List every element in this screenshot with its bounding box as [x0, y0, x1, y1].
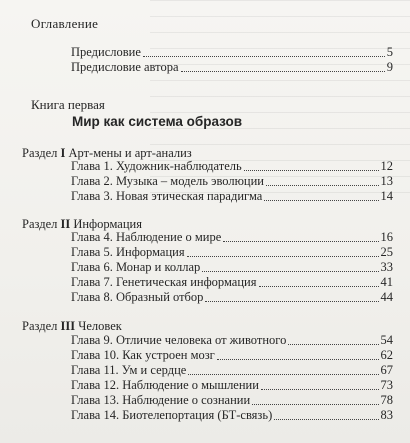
section-title: Человек — [78, 319, 122, 333]
toc-entry-chapter-3[interactable] — [71, 190, 393, 204]
toc-entry-chapter-12[interactable] — [71, 379, 393, 393]
book-label: Книга первая — [31, 97, 105, 112]
section-numeral: I — [60, 146, 66, 160]
entry-page: 14 — [380, 189, 393, 203]
section-heading-3 — [22, 319, 122, 334]
entry-title: Глава 7. Генетическая информация — [71, 275, 257, 289]
entry-title: Глава 14. Биотелепортация (БТ-связь) — [71, 408, 273, 422]
section-prefix: Раздел — [22, 146, 58, 160]
leader-dots — [181, 70, 385, 72]
toc-entry-chapter-6[interactable] — [71, 261, 393, 275]
leader-dots — [205, 300, 378, 302]
section-numeral: II — [60, 217, 71, 231]
entry-title: Глава 1. Художник-наблюдатель — [71, 159, 242, 173]
entry-page: 33 — [380, 260, 393, 274]
entry-page: 83 — [380, 408, 393, 422]
leader-dots — [217, 358, 379, 360]
entry-title: Глава 10. Как устроен мозг — [71, 348, 215, 362]
section-title: Информация — [73, 217, 142, 231]
toc-entry-chapter-4[interactable] — [71, 231, 393, 245]
entry-page: 16 — [380, 230, 393, 244]
leader-dots — [261, 388, 379, 390]
toc-entry-chapter-14[interactable] — [71, 409, 393, 423]
toc-entry-chapter-10[interactable] — [71, 349, 393, 363]
entry-page: 9 — [386, 60, 393, 74]
toc-entry-preface[interactable] — [71, 46, 393, 60]
entry-title: Глава 3. Новая этическая парадигма — [71, 189, 263, 203]
toc-entry-chapter-13[interactable] — [71, 394, 393, 408]
toc-entry-chapter-8[interactable] — [71, 291, 393, 305]
toc-entry-chapter-5[interactable] — [71, 246, 393, 260]
leader-dots — [288, 343, 378, 345]
entry-page: 73 — [380, 378, 393, 392]
toc-heading: Оглавление — [31, 16, 99, 31]
leader-dots — [187, 255, 379, 257]
entry-title: Глава 6. Монар и коллар — [71, 260, 201, 274]
entry-page: 25 — [380, 245, 393, 259]
leader-dots — [188, 373, 378, 375]
entry-page: 13 — [380, 174, 393, 188]
entry-title: Предисловие автора — [71, 60, 179, 74]
entry-page: 41 — [380, 275, 393, 289]
entry-title: Глава 2. Музыка – модель эволюции — [71, 174, 264, 188]
entry-page: 67 — [380, 363, 393, 377]
leader-dots — [252, 403, 378, 405]
leader-dots — [244, 169, 379, 171]
leader-dots — [264, 199, 378, 201]
section-prefix: Раздел — [22, 319, 58, 333]
entry-title: Предисловие — [71, 45, 141, 59]
toc-entry-chapter-9[interactable] — [71, 334, 393, 348]
section-title: Арт-мены и арт-анализ — [68, 146, 192, 160]
leader-dots — [274, 418, 378, 420]
entry-page: 5 — [386, 45, 393, 59]
toc-entry-chapter-1[interactable] — [71, 160, 393, 174]
entry-title: Глава 11. Ум и сердце — [71, 363, 187, 377]
entry-title: Глава 13. Наблюдение о сознании — [71, 393, 251, 407]
leader-dots — [202, 270, 378, 272]
entry-page: 44 — [380, 290, 393, 304]
entry-title: Глава 8. Образный отбор — [71, 290, 204, 304]
toc-entry-author-preface[interactable] — [71, 61, 393, 75]
leader-dots — [259, 285, 379, 287]
leader-dots — [223, 240, 378, 242]
toc-entry-chapter-11[interactable] — [71, 364, 393, 378]
toc-entry-chapter-7[interactable] — [71, 276, 393, 290]
section-numeral: III — [60, 319, 76, 333]
entry-page: 54 — [380, 333, 393, 347]
entry-page: 62 — [380, 348, 393, 362]
entry-page: 12 — [380, 159, 393, 173]
entry-title: Глава 9. Отличие человека от животного — [71, 333, 287, 347]
toc-entry-chapter-2[interactable] — [71, 175, 393, 189]
leader-dots — [266, 184, 379, 186]
leader-dots — [143, 55, 385, 57]
entry-title: Глава 5. Информация — [71, 245, 185, 259]
entry-title: Глава 4. Наблюдение о мире — [71, 230, 222, 244]
entry-title: Глава 12. Наблюдение о мышлении — [71, 378, 259, 392]
entry-page: 78 — [380, 393, 393, 407]
book-title: Мир как система образов — [72, 114, 243, 129]
section-prefix: Раздел — [22, 217, 58, 231]
